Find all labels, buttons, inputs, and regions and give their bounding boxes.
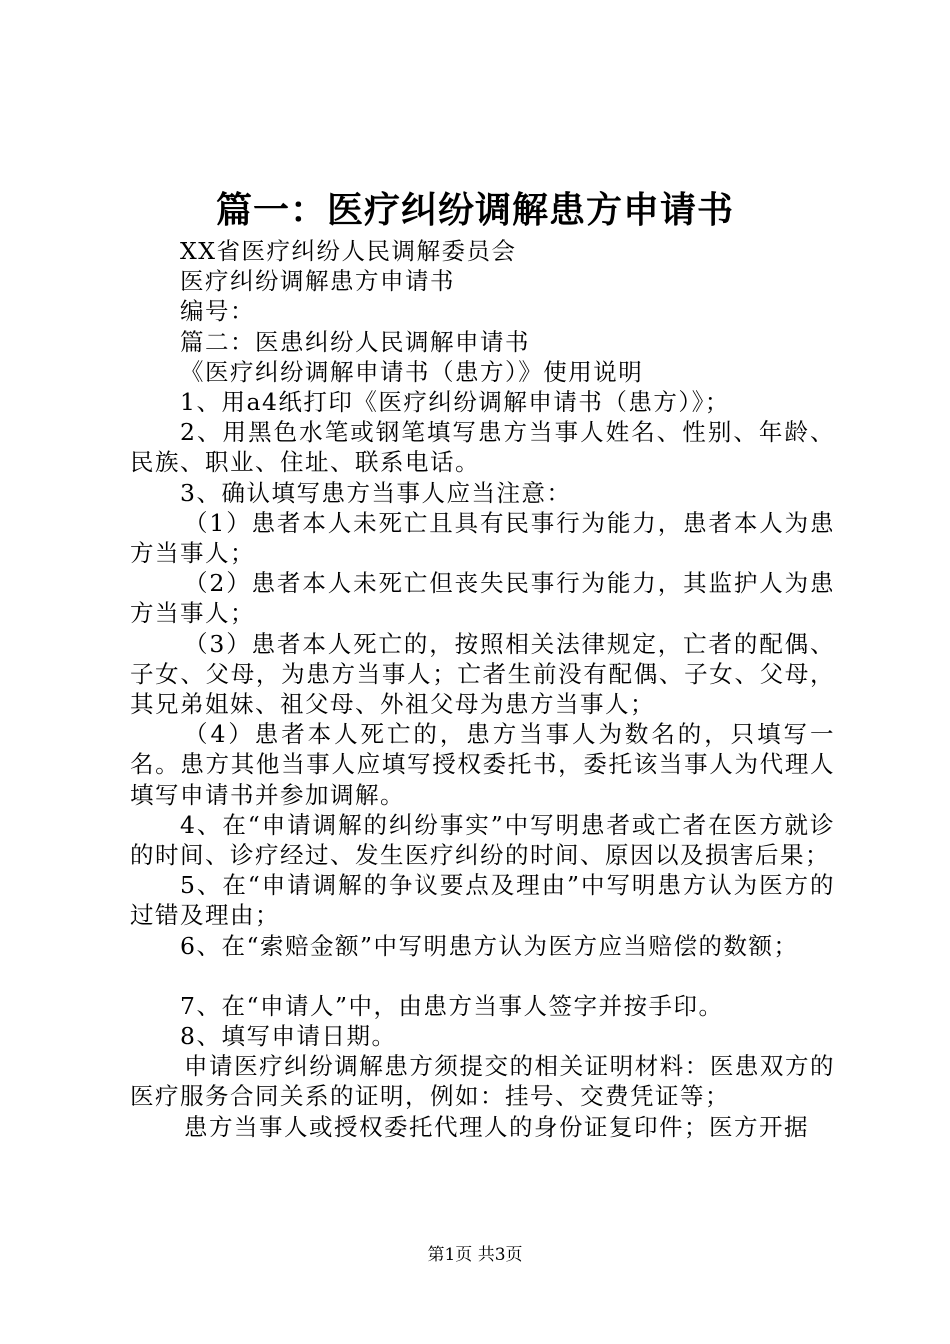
paragraph: 篇二：医患纠纷人民调解申请书 [180,327,530,356]
paragraph: （1）患者本人未死亡且具有民事行为能力，患者本人为患方当事人； [130,508,835,568]
paragraph: （2）患者本人未死亡但丧失民事行为能力，其监护人为患方当事人； [130,569,835,628]
paragraph: 医疗纠纷调解患方申请书 [180,267,455,296]
paragraph: 患方当事人或授权委托代理人的身份证复印件；医方开据 [184,1112,809,1141]
paragraph: （3）患者本人死亡的，按照相关法律规定，亡者的配偶、子女、父母，为患方当事人；亡者生前没有配偶、子女、父母，其兄弟姐妹、祖父母、外祖父母为患方当事人； [130,629,835,719]
page-number: 第1页 共3页 [427,1245,523,1265]
paragraph: 1、用a4纸打印《医疗纠纷调解申请书（患方）》； [180,388,730,417]
document-title: 篇一：医疗纠纷调解患方申请书 [215,189,734,231]
paragraph: 《医疗纠纷调解申请书（患方）》使用说明 [180,357,644,386]
paragraph: 7、在“申请人”中，由患方当事人签字并按手印。 [180,991,724,1020]
document-body [130,236,835,1142]
paragraph: （4）患者本人死亡的，患方当事人为数名的，只填写一名。患方其他当事人应填写授权委托书，委托该当事人为代理人填写申请书并参加调解。 [130,720,835,809]
paragraph: 2、用黑色水笔或钢笔填写患方当事人姓名、性别、年龄、民族、职业、住址、联系电话。 [130,418,835,477]
paragraph: 编号： [180,297,255,326]
paragraph: 6、在“索赔金额”中写明患方认为医方应当赔偿的数额； [180,931,799,960]
paragraph: 4、在“申请调解的纠纷事实”中写明患者或亡者在医方就诊的时间、诊疗经过、发生医疗纠纷的时间、原因以及损害后果； [130,810,835,870]
paragraph: 申请医疗纠纷调解患方须提交的相关证明材料：医患双方的医疗服务合同关系的证明，例如：挂号、交费凭证等； [130,1052,835,1111]
paragraph: 5、在“申请调解的争议要点及理由”中写明患方认为医方的过错及理由； [130,871,835,930]
paragraph: XX省医疗纠纷人民调解委员会 [180,237,517,265]
paragraph: 8、填写申请日期。 [180,1022,397,1051]
paragraph: 3、确认填写患方当事人应当注意： [180,478,572,507]
